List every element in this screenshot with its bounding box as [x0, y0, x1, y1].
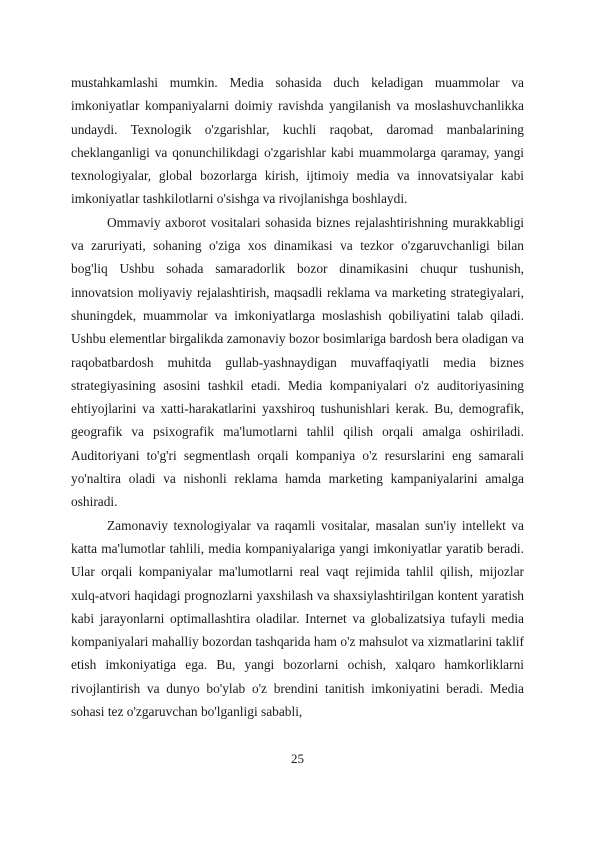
paragraph-media-business-planning: Ommaviy axborot vositalari sohasida biznes rejalashtirishning murakkabligi va zaruriyati, sohaning o'ziga xos dinamikasi va tezkor o'zgaruvchanligi bilan bog'liq Ushbu sohada samaradorlik bozor dinamikasini chuqur tushunish, innovatsion moliyaviy rejalashtirish, maqsadli reklama va marketing strategiyalari, shuningdek, muammolar va imkoniyatlarga moslashish qobiliyatini talab qiladi. Ushbu elementlar birgalikda zamonaviy bozor bosimlariga bardosh bera oladigan va raqobatbardosh muhitda gullab-yashnaydigan muvaffaqiyatli media biznes strategiyasining asosini tashkil etadi. Media kompaniyalari o'z auditoriyasining ehtiyojlarini va xatti-harakatlarini yaxshiroq tushunishlari kerak. Bu, demografik, geografik va psixografik ma'lumotlarni tahlil qilish orqali amalga oshiriladi. Auditoriyani to'g'ri segmentlash orqali kompaniya o'z resurslarini eng samarali yo'naltira oladi va nishonli reklama hamda marketing kampaniyalarini amalga oshiradi.: [71, 214, 524, 510]
document-page-body: [71, 71, 524, 723]
paragraph-continued: mustahkamlashi mumkin. Media sohasida duch keladigan muammolar va imkoniyatlar kompaniyalarni doimiy ravishda yangilanish va moslashuvchanlikka undaydi. Texnologik o'zgarishlar, kuchli raqobat, daromad manbalarining cheklanganligi va qonunchilikdagi o'zgarishlar kabi muammolarga qaramay, yangi texnologiyalar, global bozorlarga kirish, ijtimoiy media va innovatsiyalar kabi imkoniyatlar tashkilotlarni o'sishga va rivojlanishga boshlaydi.: [71, 75, 524, 207]
page-number: 25: [291, 751, 304, 766]
paragraph-modern-technologies: Zamonaviy texnologiyalar va raqamli vositalar, masalan sun'iy intellekt va katta ma'lumotlar tahlili, media kompaniyalariga yangi imkoniyatlar yaratib beradi. Ular orqali kompaniyalar ma'lumotlarni real vaqt rejimida tahlil qilish, mijozlar xulq-atvori haqidagi prognozlarni yaxshilash va shaxsiylashtirilgan kontent yaratish kabi jarayonlarni optimallashtira oladilar. Internet va globalizatsiya tufayli media kompaniyalari mahalliy bozordan tashqarida ham o'z mahsulot va xizmatlarini taklif etish imkoniyatiga ega. Bu, yangi bozorlarni ochish, xalqaro hamkorliklarni rivojlantirish va dunyo bo'ylab o'z brendini tanitish imkoniyatini beradi. Media sohasi tez o'zgaruvchan bo'lganligi sababli,: [71, 517, 524, 720]
